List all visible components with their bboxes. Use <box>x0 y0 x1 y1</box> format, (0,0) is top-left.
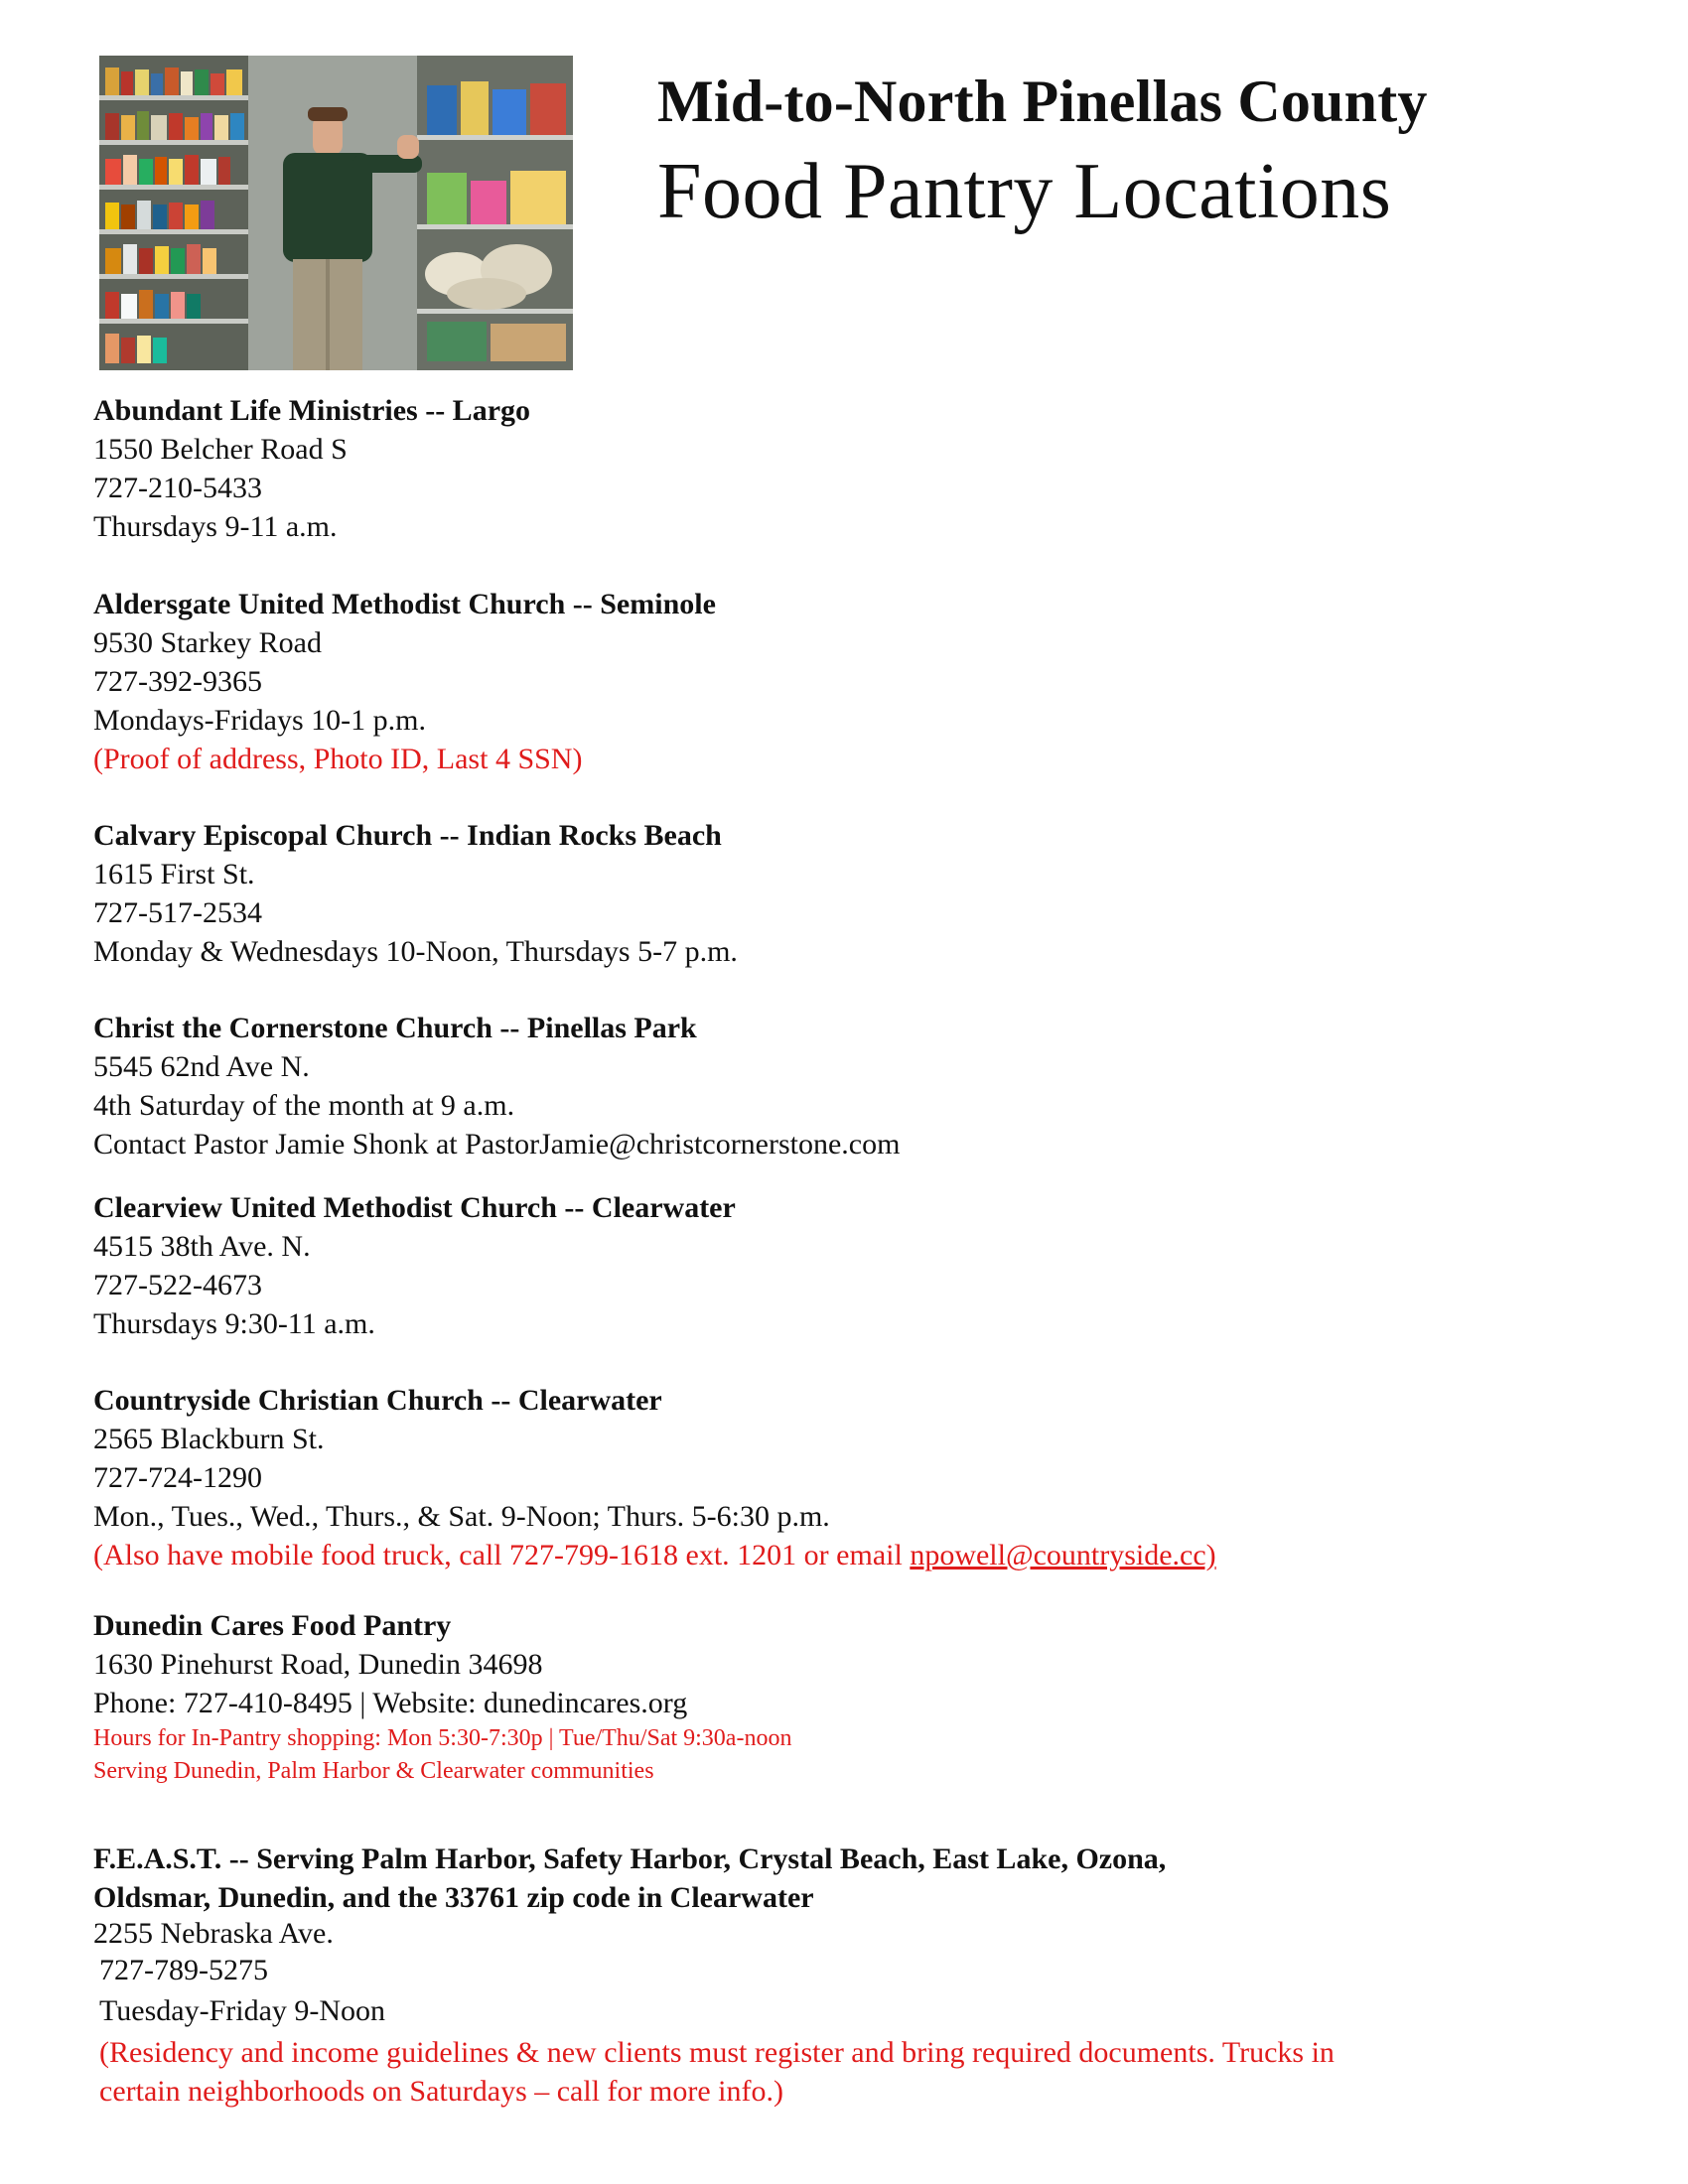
pantry-entry <box>93 391 530 546</box>
pantry-address: 2565 Blackburn St. <box>93 1423 325 1455</box>
pantry-entry <box>93 1009 900 1163</box>
pantry-phone: 727-210-5433 <box>93 472 262 504</box>
pantry-hours: Mon., Tues., Wed., Thurs., & Sat. 9-Noon; Thurs. 5-6:30 p.m. <box>93 1500 830 1533</box>
pantry-name-line1: F.E.A.S.T. -- Serving Palm Harbor, Safety Harbor, Crystal Beach, East Lake, Ozona, <box>93 1843 1167 1875</box>
pantry-entry <box>93 1606 791 1788</box>
pantry-entry <box>93 816 738 971</box>
pantry-guidelines-note-line2: certain neighborhoods on Saturdays – call for more info.) <box>99 2075 783 2108</box>
pantry-hours: Thursdays 9:30-11 a.m. <box>93 1307 375 1340</box>
pantry-phone: 727-789-5275 <box>99 1954 268 1986</box>
pantry-address: 1550 Belcher Road S <box>93 433 348 466</box>
pantry-name: Countryside Christian Church -- Clearwater <box>93 1384 662 1417</box>
mobile-truck-note-text: (Also have mobile food truck, call 727-799-1618 ext. 1201 or email <box>93 1539 911 1571</box>
pantry-name: Abundant Life Ministries -- Largo <box>93 394 531 427</box>
pantry-mobile-truck-note <box>93 1536 1216 1574</box>
page-title-line2: Food Pantry Locations <box>657 148 1392 235</box>
pantry-hours: 4th Saturday of the month at 9 a.m. <box>93 1089 515 1122</box>
pantry-address: 1630 Pinehurst Road, Dunedin 34698 <box>93 1648 543 1681</box>
pantry-requirements-note: (Proof of address, Photo ID, Last 4 SSN) <box>93 743 583 775</box>
pantry-name: Dunedin Cares Food Pantry <box>93 1609 452 1642</box>
pantry-phone-website: Phone: 727-410-8495 | Website: dunedincares.org <box>93 1687 688 1719</box>
page-title-line1: Mid-to-North Pinellas County <box>657 68 1428 134</box>
pantry-entry <box>93 1188 736 1343</box>
pantry-name-line2: Oldsmar, Dunedin, and the 33761 zip code in Clearwater <box>93 1881 814 1914</box>
pantry-phone: 727-517-2534 <box>93 896 262 929</box>
pantry-phone: 727-724-1290 <box>93 1461 262 1494</box>
pantry-name: Clearview United Methodist Church -- Clearwater <box>93 1191 736 1224</box>
pantry-entry <box>93 585 716 778</box>
pantry-phone: 727-522-4673 <box>93 1269 262 1301</box>
pantry-hours: Mondays-Fridays 10-1 p.m. <box>93 704 426 737</box>
pantry-contact: Contact Pastor Jamie Shonk at PastorJamie@christcornerstone.com <box>93 1128 901 1160</box>
pantry-address: 2255 Nebraska Ave. <box>93 1917 334 1950</box>
pantry-address: 9530 Starkey Road <box>93 626 322 659</box>
pantry-entry <box>93 1381 1216 1574</box>
pantry-hours: Monday & Wednesdays 10-Noon, Thursdays 5-7 p.m. <box>93 935 738 968</box>
food-pantry-photo <box>99 56 573 370</box>
pantry-address: 1615 First St. <box>93 858 255 890</box>
pantry-name: Christ the Cornerstone Church -- Pinellas Park <box>93 1012 697 1044</box>
pantry-address: 5545 62nd Ave N. <box>93 1050 310 1083</box>
pantry-name: Aldersgate United Methodist Church -- Seminole <box>93 588 716 620</box>
pantry-address: 4515 38th Ave. N. <box>93 1230 311 1263</box>
pantry-shelves-illustration <box>99 56 573 370</box>
pantry-name: Calvary Episcopal Church -- Indian Rocks Beach <box>93 819 722 852</box>
pantry-hours: Tuesday-Friday 9-Noon <box>99 1994 386 2027</box>
pantry-hours-note: Hours for In-Pantry shopping: Mon 5:30-7:30p | Tue/Thu/Sat 9:30a-noon <box>93 1725 792 1751</box>
pantry-entry <box>93 1840 1335 2111</box>
email-link[interactable]: npowell@countryside.cc) <box>910 1539 1216 1571</box>
pantry-serving-note: Serving Dunedin, Palm Harbor & Clearwater communities <box>93 1758 654 1784</box>
pantry-guidelines-note-line1: (Residency and income guidelines & new clients must register and bring required documents. Trucks in <box>99 2036 1335 2069</box>
pantry-hours: Thursdays 9-11 a.m. <box>93 510 338 543</box>
pantry-phone: 727-392-9365 <box>93 665 262 698</box>
